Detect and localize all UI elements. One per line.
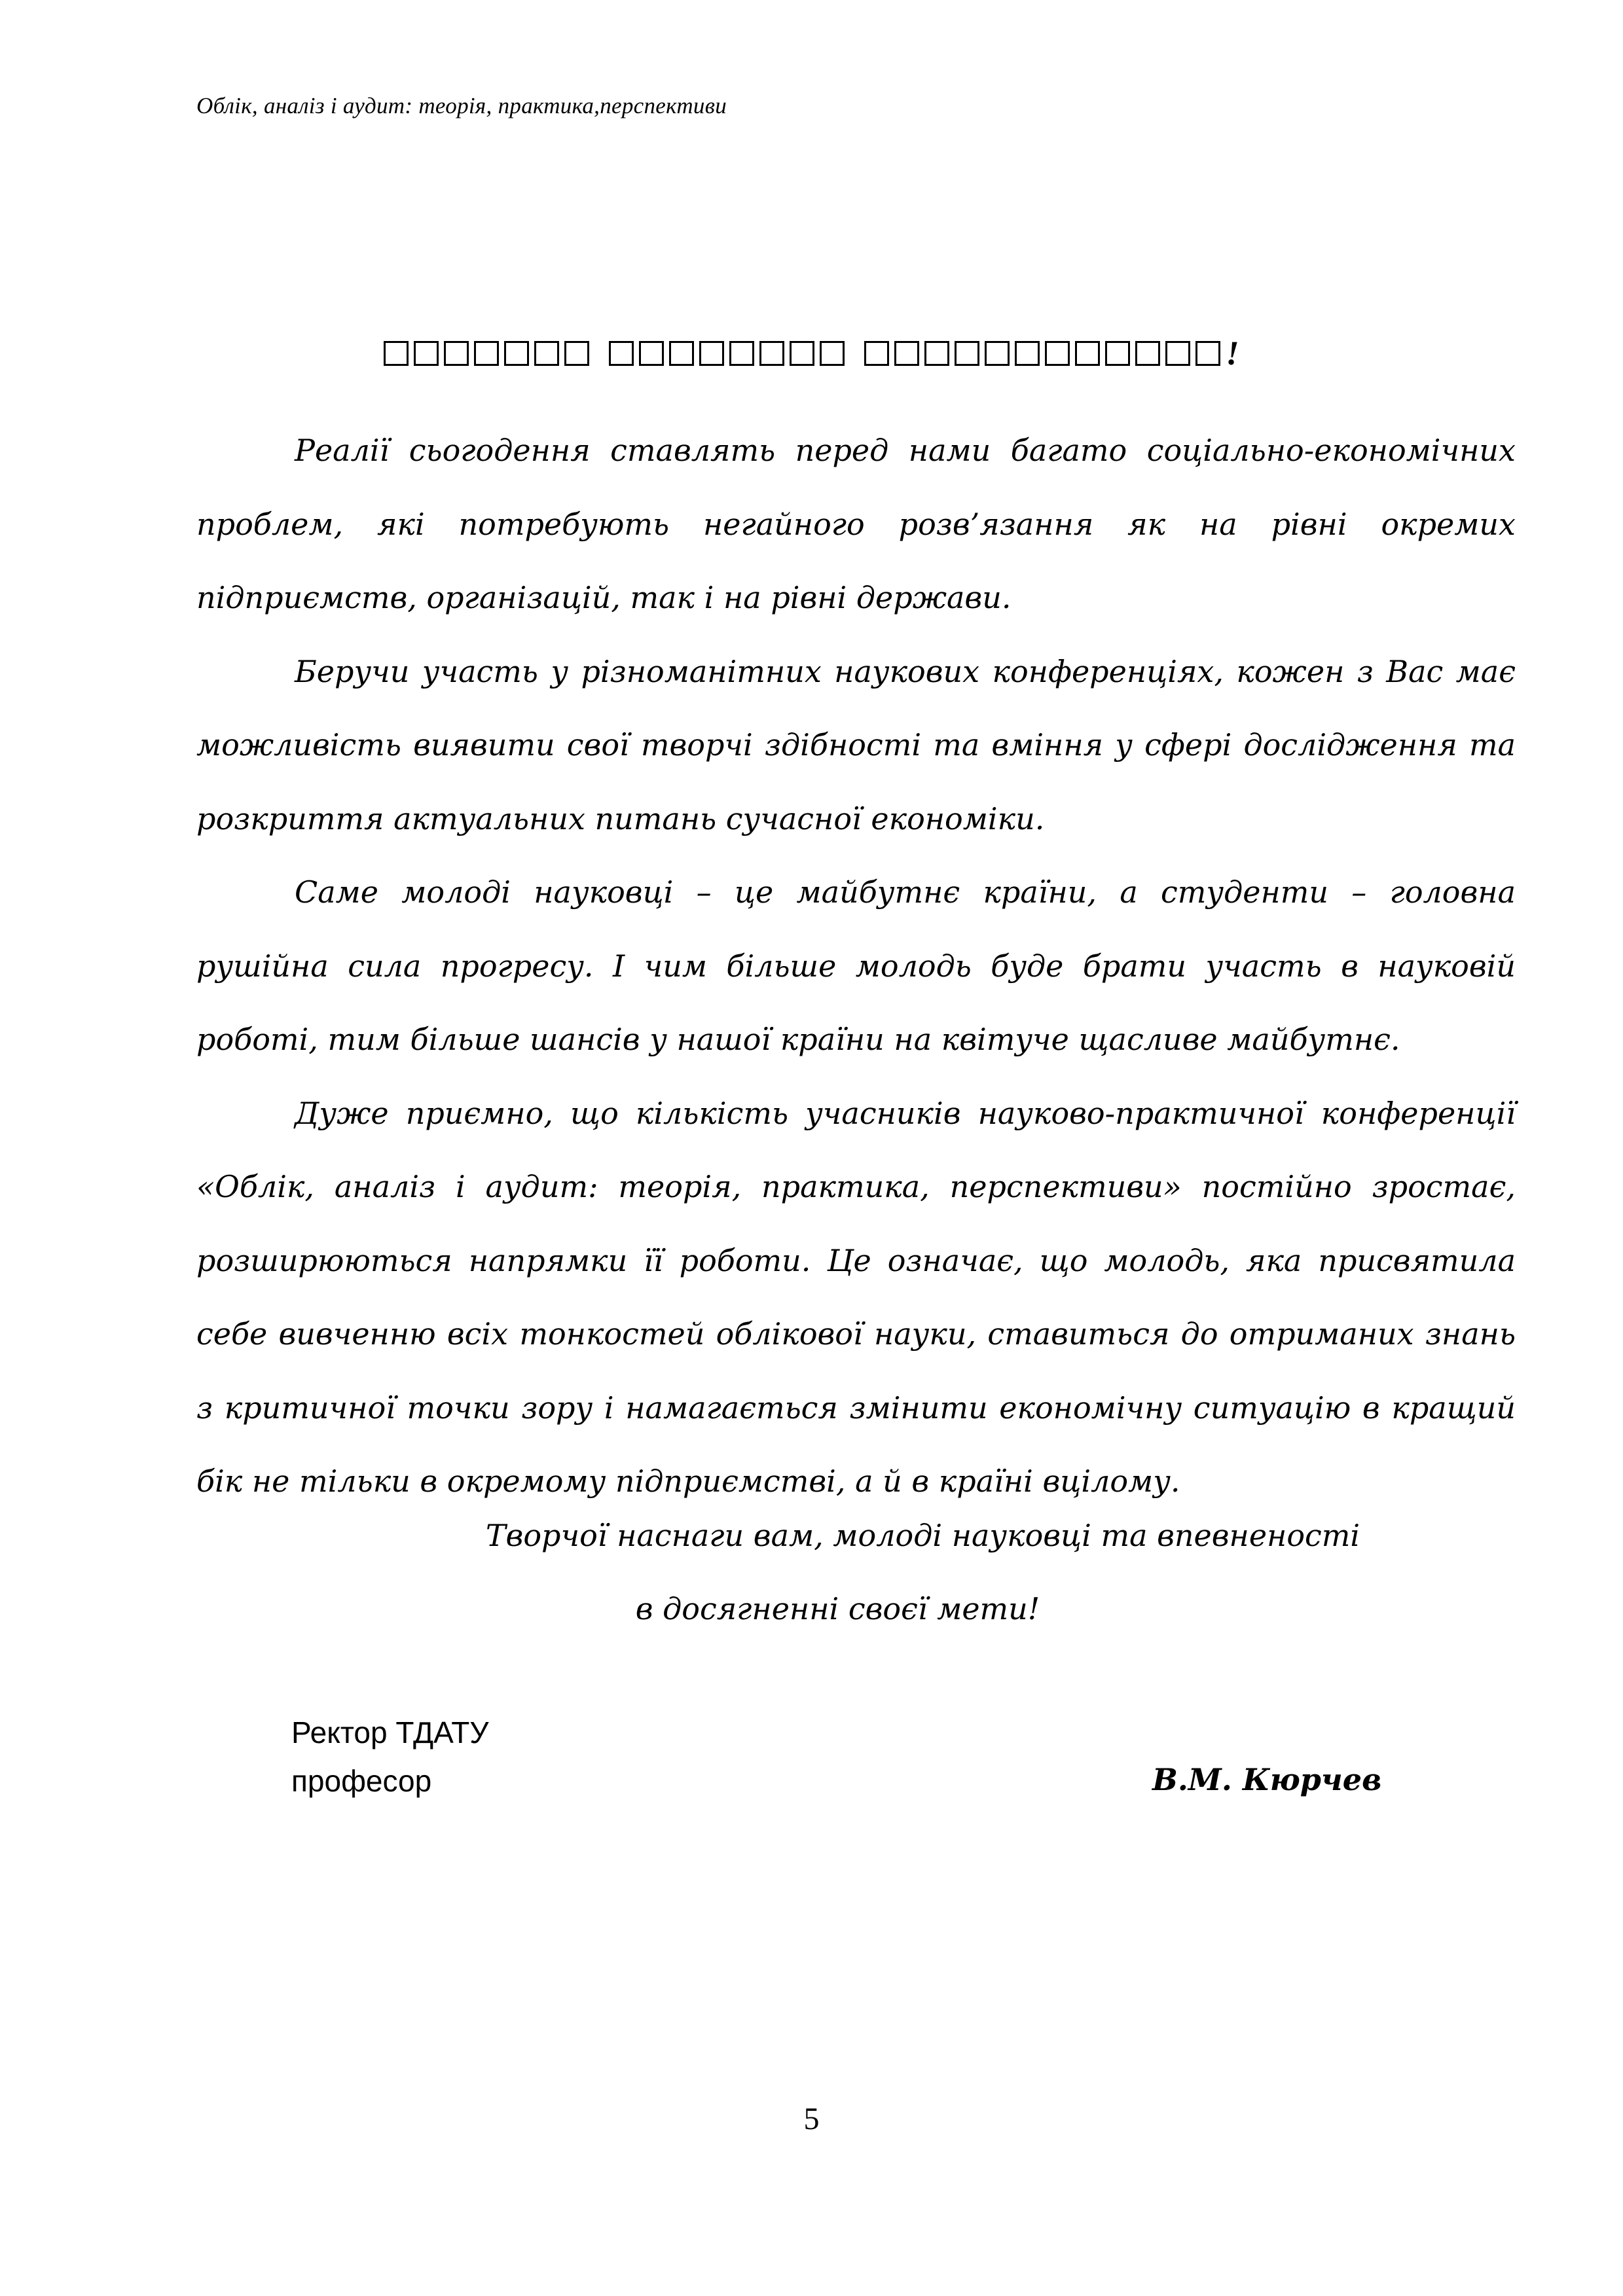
missing-glyph-box-icon xyxy=(444,341,469,366)
signature-name: В.М. Кюрчев xyxy=(1152,1762,1382,1797)
missing-glyph-box-icon xyxy=(924,341,949,366)
missing-glyph-box-icon xyxy=(414,341,439,366)
running-header: Облік, аналіз і аудит: теорія, практика,перспективи xyxy=(196,93,727,118)
missing-glyph-box-icon xyxy=(820,341,845,366)
closing-line-1: Творчої наснаги вам, молоді науковці та впевненості xyxy=(485,1518,1360,1553)
missing-glyph-box-icon xyxy=(1045,341,1070,366)
signature-rank: професор xyxy=(291,1764,432,1798)
missing-glyph-box-icon xyxy=(955,341,979,366)
missing-glyph-box-icon xyxy=(1075,341,1100,366)
title-word-1 xyxy=(384,326,594,378)
missing-glyph-box-icon xyxy=(564,341,589,366)
missing-glyph-box-icon xyxy=(1015,341,1040,366)
page-number: 5 xyxy=(803,2102,820,2136)
closing-line-2: в досягненні своєї мети! xyxy=(635,1591,1040,1626)
missing-glyph-box-icon xyxy=(1135,341,1160,366)
signature-position: Ректор ТДАТУ xyxy=(291,1715,489,1749)
missing-glyph-box-icon xyxy=(759,341,784,366)
body-paragraph-1: Реалії сьогодення ставлять перед нами багато соціально-економічних проблем, які потребують негайного розв’язання як на рівні окремих підприємств, організацій, так і на рівні держави. xyxy=(196,433,1516,615)
missing-glyph-box-icon xyxy=(699,341,724,366)
title-glyph-words xyxy=(384,331,1226,374)
missing-glyph-box-icon xyxy=(1195,341,1220,366)
missing-glyph-box-icon xyxy=(534,341,559,366)
title-exclamation: ! xyxy=(1226,335,1239,372)
missing-glyph-box-icon xyxy=(864,341,889,366)
missing-glyph-box-icon xyxy=(729,341,754,366)
missing-glyph-box-icon xyxy=(1105,341,1130,366)
missing-glyph-box-icon xyxy=(474,341,499,366)
missing-glyph-box-icon xyxy=(384,341,409,366)
missing-glyph-box-icon xyxy=(639,341,664,366)
missing-glyph-box-icon xyxy=(609,341,634,366)
missing-glyph-box-icon xyxy=(790,341,814,366)
missing-glyph-box-icon xyxy=(669,341,694,366)
title-word-2 xyxy=(609,326,850,378)
missing-glyph-box-icon xyxy=(504,341,529,366)
missing-glyph-box-icon xyxy=(894,341,919,366)
letter-body xyxy=(196,414,1516,1518)
body-paragraph-2: Беручи участь у різноманітних наукових конференціях, кожен з Вас має можливість виявити свої творчі здібності та вміння у сфері дослідження та розкриття актуальних питань сучасної економіки. xyxy=(196,653,1516,836)
title-word-3 xyxy=(864,326,1226,378)
body-paragraph-3: Саме молоді науковці – це майбутнє країни, а студенти – головна рушійна сила прогресу. І чим більше молодь буде брати участь в науковій роботі, тим більше шансів у нашої країни на квітуче щасливе майбутнє. xyxy=(196,874,1516,1057)
missing-glyph-box-icon xyxy=(1165,341,1190,366)
body-paragraph-4: Дуже приємно, що кількість учасників науково-практичної конференції «Облік, аналіз і аудит: теорія, практика, перспективи» постійно зростає, розширюються напрямки її роботи. Це означає, що молодь, яка присвятила себе вивченню всіх тонкостей облікової науки, ставиться до отриманих знань з критичної точки зору і намагається змінити економічну ситуацію в кращий бік не тільки в окремому підприємстві, а й в країні вцілому. xyxy=(196,1095,1516,1499)
missing-glyph-box-icon xyxy=(985,341,1010,366)
greeting-title xyxy=(0,326,1623,380)
